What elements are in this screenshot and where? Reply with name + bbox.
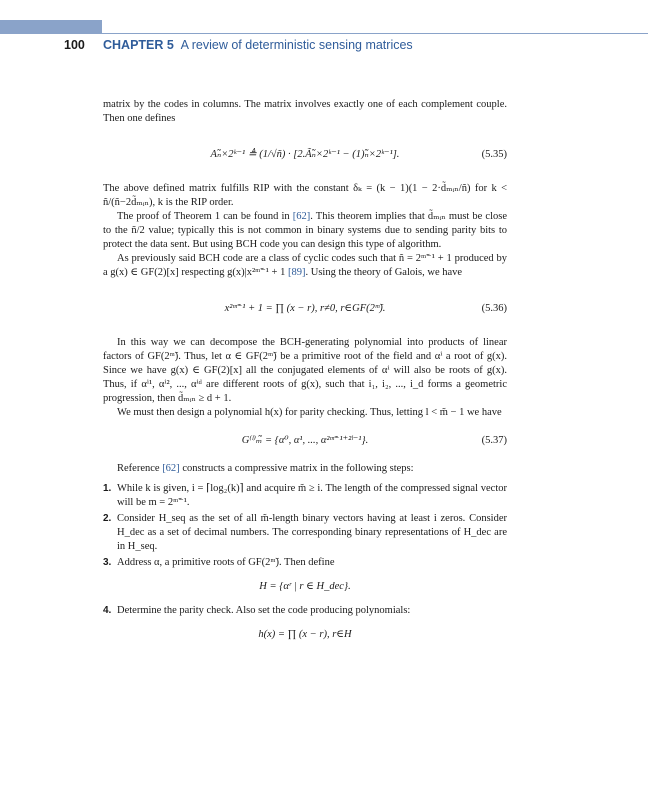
citation-link[interactable]: [62] bbox=[292, 211, 311, 222]
header-rule bbox=[102, 33, 648, 34]
equation-number: (5.36) bbox=[481, 303, 507, 314]
paragraph-3: The proof of Theorem 1 can be found in [62]. This theorem implies that d̃ₘᵢₙ must be close to the ñ/2 value; typically this is not common in binary systems due to sending parity bits to protect the data sent. But using BCH code you can design this type of algorithm. bbox=[103, 211, 507, 250]
list-item: 4. Determine the parity check. Also set the code producing polynomials: bbox=[103, 605, 411, 616]
steps-list bbox=[103, 482, 507, 570]
header-accent-bar bbox=[0, 20, 102, 34]
paragraph-5: In this way we can decompose the BCH-generating polynomial into products of linear factors of GF(2ᵐ̃). Thus, let α ∈ GF(2ᵐ̃) be a primitive root of the field and αⁱ a root of g(x). Since we have g(x) ∈ GF(2)[x] all the conjugated elements of αⁱ will also be roots of g(x). Thus, if αⁱ¹, αⁱ², ..., αⁱᵈ are different roots of g(x), such that i₁, i₂, ..., i_d forms a geometric progression, then d̃ₘᵢₙ ≥ d + 1. bbox=[103, 337, 507, 404]
paragraph-4: As previously said BCH code are a class of cyclic codes such that ñ = 2ᵐ̃⁻¹ + 1 produced by a g(x) ∈ GF(2)[x] respecting g(x)|x²ᵐ̃⁻¹ + 1 [89]. Using the theory of Galois, we have bbox=[103, 253, 507, 278]
list-item: 1. While k is given, i = ⌈log₂(k)⌉ and acquire m̃ ≥ i. The length of the compressed signal vector will be m = 2ᵐ̃⁻¹. bbox=[103, 483, 507, 508]
citation-link[interactable]: [89] bbox=[287, 267, 306, 278]
equation-h-set: H = {αʳ | r ∈ H_dec}. bbox=[259, 581, 351, 592]
paragraph-7: Reference [62] constructs a compressive matrix in the following steps: bbox=[117, 463, 414, 474]
paragraph-1: matrix by the codes in columns. The matrix involves exactly one of each complement couple. Then one defines bbox=[103, 99, 507, 124]
page-body bbox=[103, 98, 507, 652]
chapter-title: A review of deterministic sensing matrices bbox=[180, 38, 413, 52]
list-item: 3. Address α, a primitive roots of GF(2ᵐ̃). Then define bbox=[103, 557, 335, 568]
page-number: 100 bbox=[64, 38, 85, 52]
list-item: 2. Consider H_seq as the set of all m̃-length binary vectors having at least i zeros. Consider H_dec as a set of decimal numbers. The corresponding binary representations of H_dec are in H_seq. bbox=[103, 513, 507, 552]
running-header bbox=[0, 38, 648, 56]
paragraph-2: The above defined matrix fulfills RIP with the constant δₖ = (k − 1)(1 − 2·d̃ₘᵢₙ/ñ) for k < ñ/(ñ−2d̃ₘᵢₙ), k is the RIP order. bbox=[103, 183, 507, 208]
equation-formula: Aₙ̃×2ᵏ⁻¹ ≜ (1/√ñ) · [2.Ãₙ̃×2ᵏ⁻¹ − (1)ₙ̃×2ᵏ⁻¹]. bbox=[210, 149, 400, 160]
paragraph-6: We must then design a polynomial h(x) for parity checking. Thus, letting l < m̃ − 1 we have bbox=[117, 407, 502, 418]
equation-number: (5.35) bbox=[481, 149, 507, 160]
steps-list-cont bbox=[103, 604, 507, 618]
equation-5-37 bbox=[103, 426, 507, 456]
citation-link[interactable]: [62] bbox=[162, 463, 180, 474]
chapter-heading bbox=[103, 38, 413, 52]
equation-h-polynomial: h(x) = ∏ (x − r), r∈H bbox=[258, 629, 352, 640]
equation-5-36 bbox=[103, 286, 507, 330]
equation-5-35 bbox=[103, 132, 507, 176]
equation-formula: x²ᵐ̃⁻¹ + 1 = ∏ (x − r), r≠0, r∈GF(2ᵐ̃). bbox=[224, 303, 386, 314]
equation-formula: G⁽ˡ⁾ₘ̃ = {α⁰, α¹, ..., α²ᵐ̃⁻¹⁺²ˡ⁻¹}. bbox=[241, 435, 369, 446]
chapter-label: CHAPTER 5 bbox=[103, 38, 174, 52]
equation-number: (5.37) bbox=[481, 435, 507, 446]
